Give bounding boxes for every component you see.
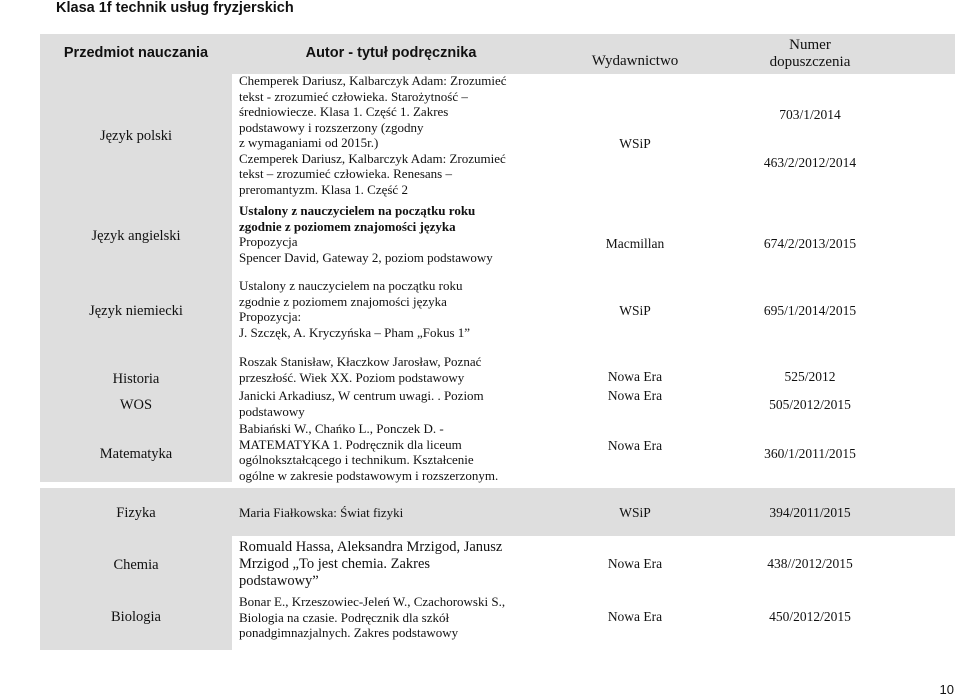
book-matematyka: [239, 421, 498, 483]
book-line: Czemperek Dariusz, Kalbarczyk Adam: Zrozumieć: [239, 150, 506, 166]
book-line: Janicki Arkadiusz, W centrum uwagi. . Poziom: [239, 388, 484, 403]
book-niemiecki: [239, 278, 470, 340]
subject-angielski: Język angielski: [91, 228, 181, 244]
number-matematyka: 360/1/2011/2015: [764, 446, 856, 461]
book-line: zgodnie z poziomem znajomości języka: [239, 218, 456, 234]
subject-column-lower-background: [40, 536, 232, 650]
book-line: tekst – zrozumieć człowieka. Renesans –: [239, 166, 452, 181]
page-title: Klasa 1f technik usług fryzjerskich: [56, 0, 294, 16]
page-number: 10: [939, 682, 954, 697]
book-line: MATEMATYKA 1. Podręcznik dla liceum: [239, 436, 462, 452]
book-line: ogólne w zakresie podstawowym i rozszerzonym.: [239, 467, 499, 483]
subject-fizyka: Fizyka: [116, 505, 156, 521]
book-line: Spencer David, Gateway 2, poziom podstawowy: [239, 249, 493, 265]
book-line: podstawowy i rozszerzony (zgodny: [239, 119, 424, 135]
header-publisher: Wydawnictwo: [591, 53, 679, 69]
subject-niemiecki: Język niemiecki: [89, 303, 183, 319]
subject-wos: WOS: [119, 397, 153, 413]
header-author: Autor - tytuł podręcznika: [305, 45, 477, 61]
book-line: podstawowy: [239, 403, 305, 419]
subject-chemia: Chemia: [113, 557, 159, 573]
number-fizyka: 394/2011/2015: [769, 505, 851, 520]
book-line: podstawowy”: [239, 573, 319, 589]
header-subject: Przedmiot nauczania: [63, 45, 209, 61]
book-polski: [239, 73, 506, 197]
book-chemia: [239, 539, 502, 590]
publisher-historia: Nowa Era: [607, 369, 663, 384]
book-line: Babiański W., Chańko L., Ponczek D. -: [239, 421, 444, 436]
number-angielski: 674/2/2013/2015: [763, 236, 857, 251]
publisher-biologia: Nowa Era: [607, 609, 663, 624]
publisher-niemiecki: WSiP: [619, 303, 651, 318]
book-line: Chemperek Dariusz, Kalbarczyk Adam: Zrozumieć: [239, 73, 507, 88]
number-historia: 525/2012: [784, 369, 836, 384]
subject-matematyka: Matematyka: [99, 446, 173, 462]
publisher-fizyka: WSiP: [619, 505, 651, 520]
book-line: Roszak Stanisław, Kłaczkow Jarosław, Poznać: [239, 354, 482, 369]
subject-biologia: Biologia: [111, 609, 161, 625]
book-line: preromantyzm. Klasa 1. Część 2: [239, 181, 408, 197]
book-line: Propozycja: [239, 234, 298, 249]
book-biologia: [239, 594, 505, 641]
number-biologia: 450/2012/2015: [769, 609, 851, 624]
subject-column-background: [40, 34, 232, 482]
header-number-line1: Numer: [789, 37, 831, 53]
subject-polski: Język polski: [99, 128, 173, 144]
publisher-polski: WSiP: [619, 136, 651, 151]
book-line: zgodnie z poziomem znajomości języka: [239, 293, 447, 309]
subject-historia: Historia: [112, 371, 160, 387]
book-line: z wymaganiami od 2015r.): [239, 135, 379, 150]
publisher-angielski: Macmillan: [605, 236, 665, 251]
number-chemia: 438//2012/2015: [767, 556, 853, 571]
book-line: Ustalony z nauczycielem na początku roku: [239, 278, 463, 293]
book-line: Romuald Hassa, Aleksandra Mrzigod, Janusz: [239, 539, 503, 555]
book-line: Biologia na czasie. Podręcznik dla szkół: [239, 609, 450, 625]
book-line: Ustalony z nauczycielem na początku roku: [239, 203, 476, 218]
book-line: J. Szczęk, A. Kryczyńska – Pham „Fokus 1”: [239, 324, 471, 340]
number-polski-2: 463/2/2012/2014: [763, 155, 857, 170]
book-line: tekst - zrozumieć człowieka. Starożytność –: [239, 88, 468, 104]
number-wos: 505/2012/2015: [769, 397, 851, 412]
publisher-matematyka: Nowa Era: [607, 438, 663, 453]
book-line: średniowiecze. Klasa 1. Część 1. Zakres: [239, 104, 449, 119]
number-niemiecki: 695/1/2014/2015: [763, 303, 857, 318]
book-line: przeszłość. Wiek XX. Poziom podstawowy: [239, 369, 465, 385]
publisher-chemia: Nowa Era: [607, 556, 663, 571]
publisher-wos: Nowa Era: [607, 388, 663, 403]
book-fizyka: Maria Fiałkowska: Świat fizyki: [239, 505, 404, 520]
number-polski-1: 703/1/2014: [779, 107, 841, 122]
book-line: Propozycja:: [239, 309, 302, 324]
book-historia: [239, 354, 481, 385]
header-number-line2: dopuszczenia: [769, 54, 851, 70]
book-line: ogólnokształcącego i technikum. Kształcenie: [239, 452, 474, 467]
book-angielski: [239, 203, 493, 265]
book-line: Mrzigod „To jest chemia. Zakres: [239, 556, 431, 572]
book-wos: [239, 388, 484, 419]
book-line: ponadgimnazjalnych. Zakres podstawowy: [239, 625, 459, 640]
book-line: Bonar E., Krzeszowiec-Jeleń W., Czachorowski S.,: [239, 594, 506, 609]
header-number: [720, 37, 900, 71]
